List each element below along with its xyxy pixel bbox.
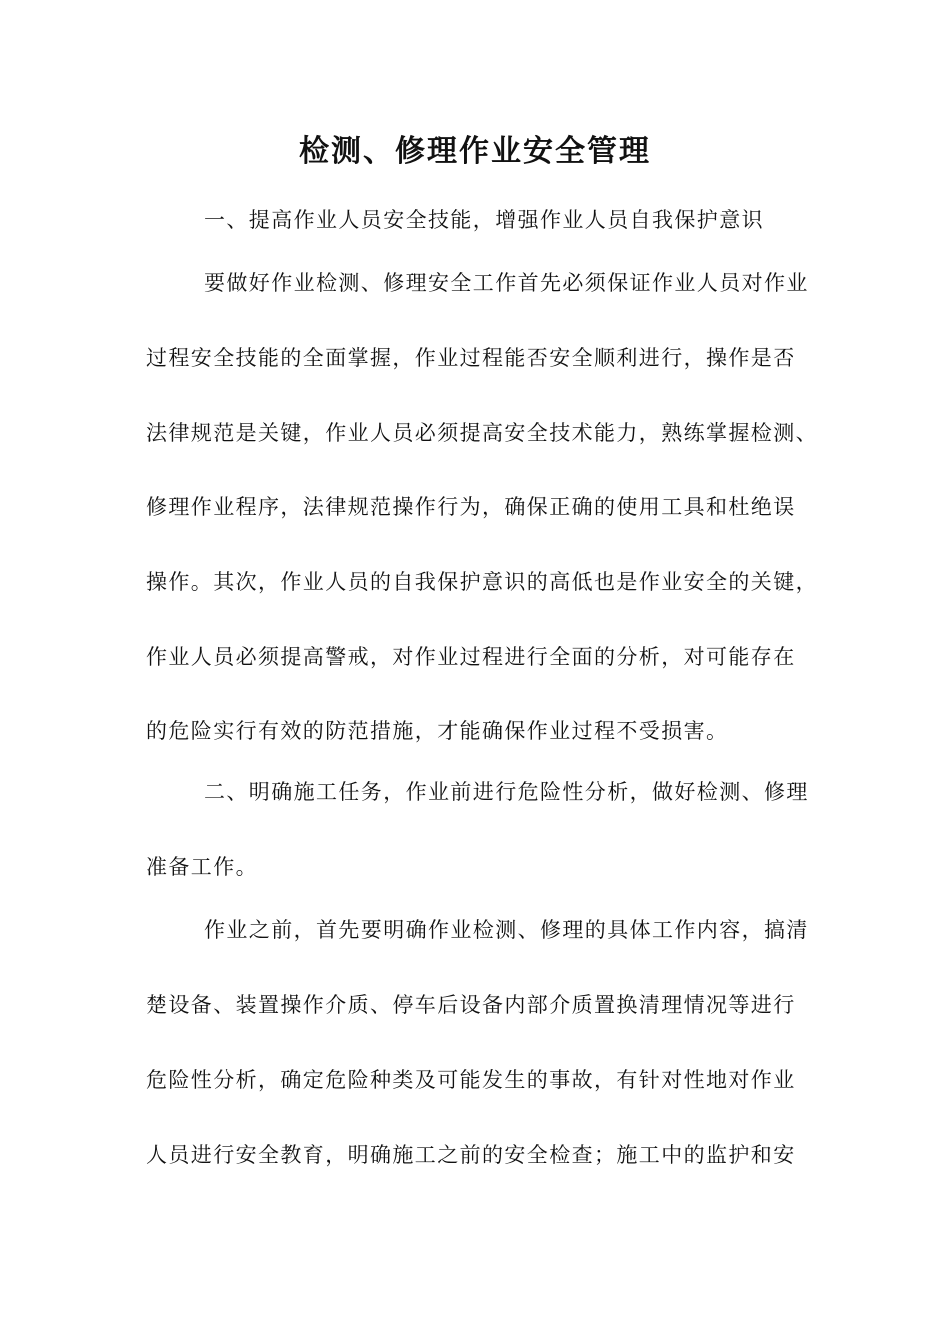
paragraph-line: 楚设备、装置操作介质、停车后设备内部介质置换清理情况等进行 bbox=[146, 993, 796, 1017]
paragraph-line: 人员进行安全教育，明确施工之前的安全检查；施工中的监护和安 bbox=[146, 1143, 796, 1167]
paragraph-line: 作业人员必须提高警戒，对作业过程进行全面的分析，对可能存在 bbox=[146, 645, 796, 669]
document-title: 检测、修理作业安全管理 bbox=[299, 134, 651, 169]
paragraph-line: 危险性分析，确定危险种类及可能发生的事故，有针对性地对作业 bbox=[146, 1068, 796, 1092]
paragraph-line: 法律规范是关键，作业人员必须提高安全技术能力，熟练掌握检测、 bbox=[146, 421, 818, 445]
section-heading-2: 二、明确施工任务，作业前进行危险性分析，做好检测、修理 bbox=[204, 780, 809, 804]
paragraph-line: 的危险实行有效的防范措施，才能确保作业过程不受损害。 bbox=[146, 719, 729, 743]
section-heading-2-continued: 准备工作。 bbox=[146, 855, 258, 879]
paragraph-line: 修理作业程序，法律规范操作行为，确保正确的使用工具和杜绝误 bbox=[146, 495, 796, 519]
paragraph-line: 要做好作业检测、修理安全工作首先必须保证作业人员对作业 bbox=[204, 271, 809, 295]
paragraph-line: 操作。其次，作业人员的自我保护意识的高低也是作业安全的关键， bbox=[146, 570, 818, 594]
paragraph-line: 过程安全技能的全面掌握，作业过程能否安全顺利进行，操作是否 bbox=[146, 346, 796, 370]
paragraph-line: 作业之前，首先要明确作业检测、修理的具体工作内容，搞清 bbox=[204, 918, 809, 942]
section-heading-1: 一、提高作业人员安全技能，增强作业人员自我保护意识 bbox=[204, 208, 764, 232]
